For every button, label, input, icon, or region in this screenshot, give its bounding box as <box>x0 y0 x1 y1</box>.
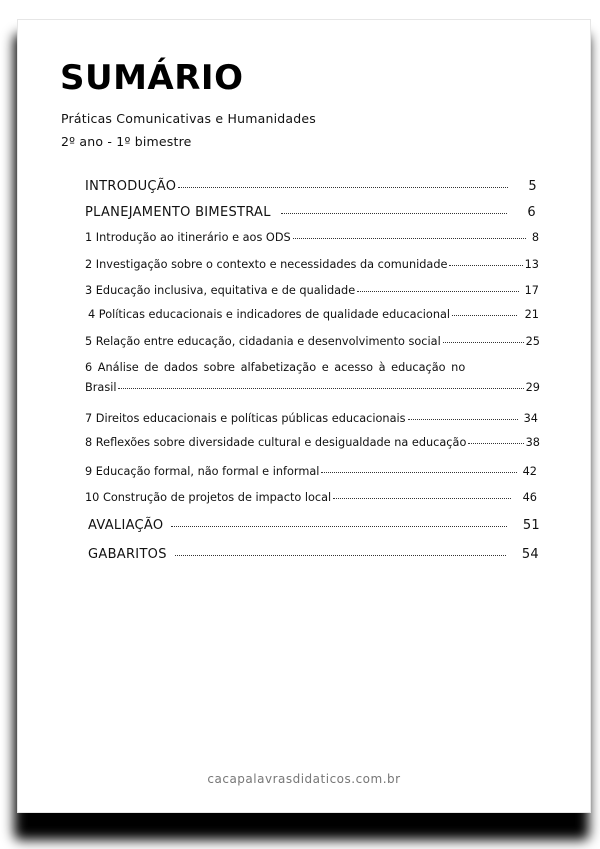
table-of-contents <box>18 20 590 812</box>
toc-entry-page: 42 <box>522 465 537 478</box>
dot-leader <box>333 498 510 499</box>
toc-entry-page: 34 <box>523 412 538 425</box>
dot-leader <box>171 526 506 527</box>
toc-entry-page: 17 <box>524 284 539 297</box>
toc-entry-6[interactable] <box>85 361 540 394</box>
toc-entry-introducao[interactable] <box>85 179 537 194</box>
dot-leader <box>468 443 523 444</box>
toc-entry-label: 10 Construção de projetos de impacto local <box>85 491 332 504</box>
toc-entry-page: 13 <box>524 258 539 271</box>
dot-leader <box>452 315 517 316</box>
page-title: SUMÁRIO <box>60 58 244 98</box>
toc-entry-page: 38 <box>525 436 540 449</box>
subject-subtitle: Práticas Comunicativas e Humanidades <box>61 111 316 126</box>
toc-entry-3[interactable] <box>85 284 539 297</box>
toc-entry-label: GABARITOS <box>88 547 167 562</box>
toc-entry-gabaritos[interactable] <box>88 547 539 562</box>
toc-entry-label: 7 Direitos educacionais e políticas públicas educacionais <box>85 412 406 425</box>
toc-entry-label: 5 Relação entre educação, cidadania e desenvolvimento social <box>85 335 441 348</box>
toc-entry-avaliacao[interactable] <box>88 518 540 533</box>
dot-leader <box>321 472 516 473</box>
toc-entry-label: 8 Reflexões sobre diversidade cultural e desigualdade na educação <box>85 436 467 449</box>
toc-entry-page: 25 <box>525 335 540 348</box>
toc-entry-5[interactable] <box>85 335 540 348</box>
toc-entry-page: 51 <box>522 518 540 533</box>
dot-leader <box>178 187 508 188</box>
toc-entry-8[interactable] <box>85 436 540 449</box>
toc-entry-page: 54 <box>521 547 539 562</box>
toc-entry-page: 5 <box>528 179 537 194</box>
toc-entry-page: 8 <box>531 231 539 244</box>
toc-entry-label: AVALIAÇÃO <box>88 518 164 533</box>
toc-entry-label: 4 Políticas educacionais e indicadores de qualidade educacional <box>88 308 451 321</box>
dot-leader <box>408 419 518 420</box>
document-page <box>18 20 590 812</box>
toc-entry-page: 6 <box>527 205 536 220</box>
website-footer: cacapalavrasdidaticos.com.br <box>207 772 401 786</box>
toc-entry-label: 3 Educação inclusiva, equitativa e de qualidade <box>85 284 356 297</box>
toc-entry-page: 29 <box>525 381 540 394</box>
toc-entry-10[interactable] <box>85 491 537 504</box>
dot-leader <box>175 555 506 556</box>
toc-entry-planejamento[interactable] <box>85 205 536 220</box>
dot-leader <box>118 388 523 389</box>
dot-leader <box>449 265 522 266</box>
dot-leader <box>293 238 526 239</box>
grade-label: 2º ano - 1º bimestre <box>61 134 192 149</box>
toc-entry-label: INTRODUÇÃO <box>85 179 177 194</box>
dot-leader <box>357 291 518 292</box>
toc-entry-label: 6 Análise de dados sobre alfabetização e acesso à educação no <box>85 361 466 374</box>
dot-leader <box>281 213 508 214</box>
dot-leader <box>443 342 524 343</box>
toc-entry-page: 21 <box>524 308 539 321</box>
toc-entry-page: 46 <box>522 491 537 504</box>
toc-entry-label: PLANEJAMENTO BIMESTRAL <box>85 205 271 220</box>
toc-entry-4[interactable] <box>88 308 539 321</box>
toc-entry-2[interactable] <box>85 258 539 271</box>
toc-entry-7[interactable] <box>85 412 538 425</box>
toc-entry-9[interactable] <box>85 465 537 478</box>
toc-entry-label: 1 Introdução ao itinerário e aos ODS <box>85 231 291 244</box>
toc-entry-label: 2 Investigação sobre o contexto e necessidades da comunidade <box>85 258 448 271</box>
toc-entry-label: 9 Educação formal, não formal e informal <box>85 465 320 478</box>
toc-entry-1[interactable] <box>85 231 539 244</box>
toc-entry-label-cont: Brasil <box>85 381 117 394</box>
